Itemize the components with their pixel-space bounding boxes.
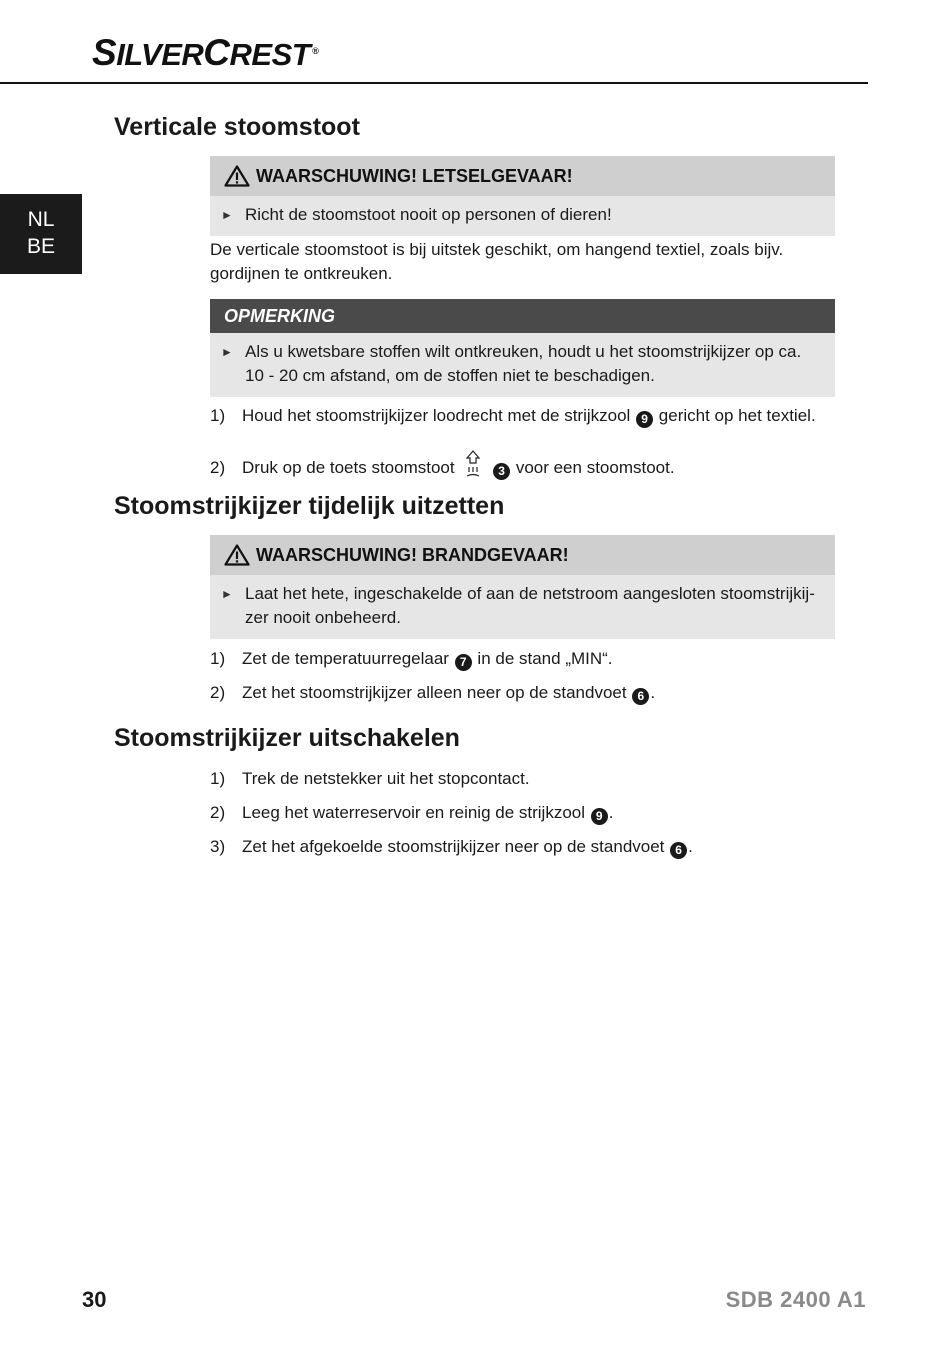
note-box [210,299,835,397]
section-title-switch-off: Stoomstrijkijzer uitschakelen [114,724,460,752]
language-nl: NL [27,208,55,231]
warning-text: Laat het hete, ingeschakelde of aan de netstroom aangesloten stoomstrijkij-zer nooit onbeheerd. [245,584,815,627]
language-tab [0,194,82,274]
language-be: BE [26,235,55,258]
model-number: SDB 2400 A1 [725,1287,866,1312]
page-number: 30 [82,1287,107,1312]
warning-triangle-icon [224,544,250,566]
note-body [210,333,835,397]
header-rule [0,82,868,84]
warning-title: WAARSCHUWING! BRANDGEVAAR! [256,544,569,565]
step-item: 2) Zet het stoomstrijkijzer alleen neer op de standvoet 6 . [210,683,656,703]
note-text: Als u kwetsbare stoffen wilt ontkreuken, houdt u het stoomstrijkijzer op ca. 10 - 20 cm afstand, om de stoffen niet te beschadigen. [245,342,802,385]
section-title-temporary-off: Stoomstrijkijzer tijdelijk uitzetten [114,492,505,520]
section-title-vertical-steam: Verticale stoomstoot [114,113,360,141]
step-item: 2) Leeg het waterreservoir en reinig de strijkzool 9 . [210,803,614,823]
note-title: OPMERKING [224,305,336,326]
warning-text: Richt de stoomstoot nooit op personen of dieren! [245,205,612,224]
step-item: 3) Zet het afgekoelde stoomstrijkijzer neer op de standvoet 6 . [210,837,693,857]
warning-title: WAARSCHUWING! LETSELGEVAAR! [256,165,573,186]
step-item: 1) Trek de netstekker uit het stopcontact. [210,769,530,788]
triangle-bullet-icon: ► [221,587,233,601]
warning-body [210,196,835,236]
ref-number-badge: 6 [632,688,649,705]
triangle-bullet-icon: ► [221,208,233,222]
warning-triangle-icon [224,165,250,187]
ref-number-badge: 9 [591,808,608,825]
warning-header [210,535,835,575]
warning-box-fire [210,535,835,639]
triangle-bullet-icon: ► [221,345,233,359]
warning-box-injury [210,156,835,236]
warning-body [210,575,835,639]
ref-number-badge: 3 [493,463,510,480]
warning-header [210,156,835,196]
step-item: 1) Houd het stoomstrijkijzer loodrecht met de strijkzool 9 gericht op het textiel. [210,406,816,426]
ref-number-badge: 6 [670,842,687,859]
brand-logo: SILVERCREST ® [92,32,319,73]
step-item: 1) Zet de temperatuurregelaar 7 in de stand „MIN“. [210,649,613,669]
note-header [210,299,835,333]
paragraph-vertical-steam: De verticale stoomstoot is bij uitstek geschikt, om hangend textiel, zoals bijv. gordijnen te ontkreuken. [210,240,784,283]
steam-burst-icon [463,449,483,479]
ref-number-badge: 9 [636,411,653,428]
ref-number-badge: 7 [455,654,472,671]
step-item: 2) Druk op de toets stoomstoot 3 voor een stoomstoot. [210,449,675,480]
